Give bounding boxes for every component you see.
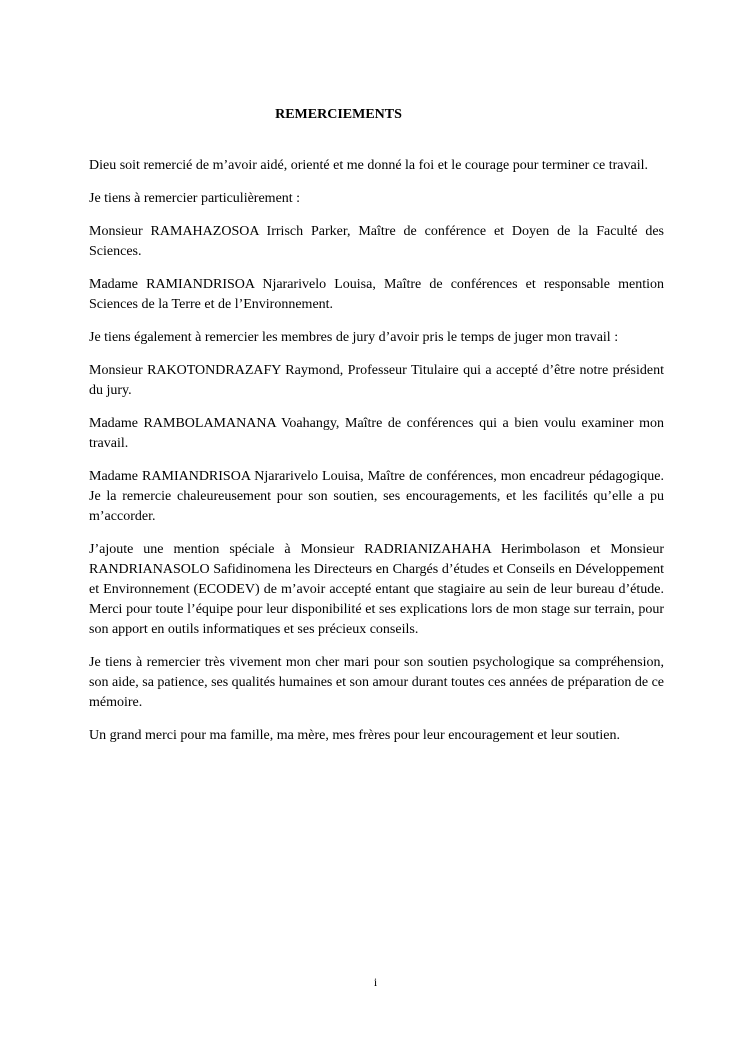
paragraph-7: Madame RAMBOLAMANANA Voahangy, Maître de conférences qui a bien voulu examiner mon travail.	[89, 416, 664, 451]
page-number-text: i	[373, 975, 378, 989]
paragraph-9: J’ajoute une mention spéciale à Monsieur RADRIANIZAHAHA Herimbolason et Monsieur RANDRIANASOLO Safidinomena les Directeurs en Chargés d’études et Conseils en Développement et Environnement (ECODEV) de m’avoir accepté entant que stagiaire au sein de leur bureau d’étude. Merci pour toute l’équipe pour leur disponibilité et ses explications lors de mon stage sur terrain, pour son apport en outils informatiques et ses précieux conseils.	[89, 542, 664, 637]
paragraph-8: Madame RAMIANDRISOA Njararivelo Louisa, Maître de conférences, mon encadreur pédagogique. Je la remercie chaleureusement pour son soutien, ses encouragements, et les facilités qu’elle a pu m’accorder.	[89, 469, 664, 524]
paragraph-10: Je tiens à remercier très vivement mon cher mari pour son soutien psychologique sa compréhension, son aide, sa patience, ses qualités humaines et son amour durant toutes ces années de préparation de ce mémoire.	[89, 655, 664, 710]
page-number	[0, 974, 745, 990]
paragraph-11: Un grand merci pour ma famille, ma mère, mes frères pour leur encouragement et leur soutien.	[89, 728, 621, 743]
paragraph-6: Monsieur RAKOTONDRAZAFY Raymond, Professeur Titulaire qui a accepté d’être notre président du jury.	[89, 363, 664, 398]
paragraph-4: Madame RAMIANDRISOA Njararivelo Louisa, Maître de conférences et responsable mention Sciences de la Terre et de l’Environnement.	[89, 277, 664, 312]
paragraph-1: Dieu soit remercié de m’avoir aidé, orienté et me donné la foi et le courage pour terminer ce travail.	[89, 158, 648, 173]
paragraph-2: Je tiens à remercier particulièrement :	[89, 191, 301, 206]
paragraph-3: Monsieur RAMAHAZOSOA Irrisch Parker, Maître de conférence et Doyen de la Faculté des Sciences.	[89, 224, 664, 259]
page-title-text: REMERCIEMENTS	[275, 107, 402, 122]
document-body	[89, 156, 664, 759]
paragraph-5: Je tiens également à remercier les membres de jury d’avoir pris le temps de juger mon travail :	[89, 330, 619, 345]
page-title	[0, 106, 745, 124]
